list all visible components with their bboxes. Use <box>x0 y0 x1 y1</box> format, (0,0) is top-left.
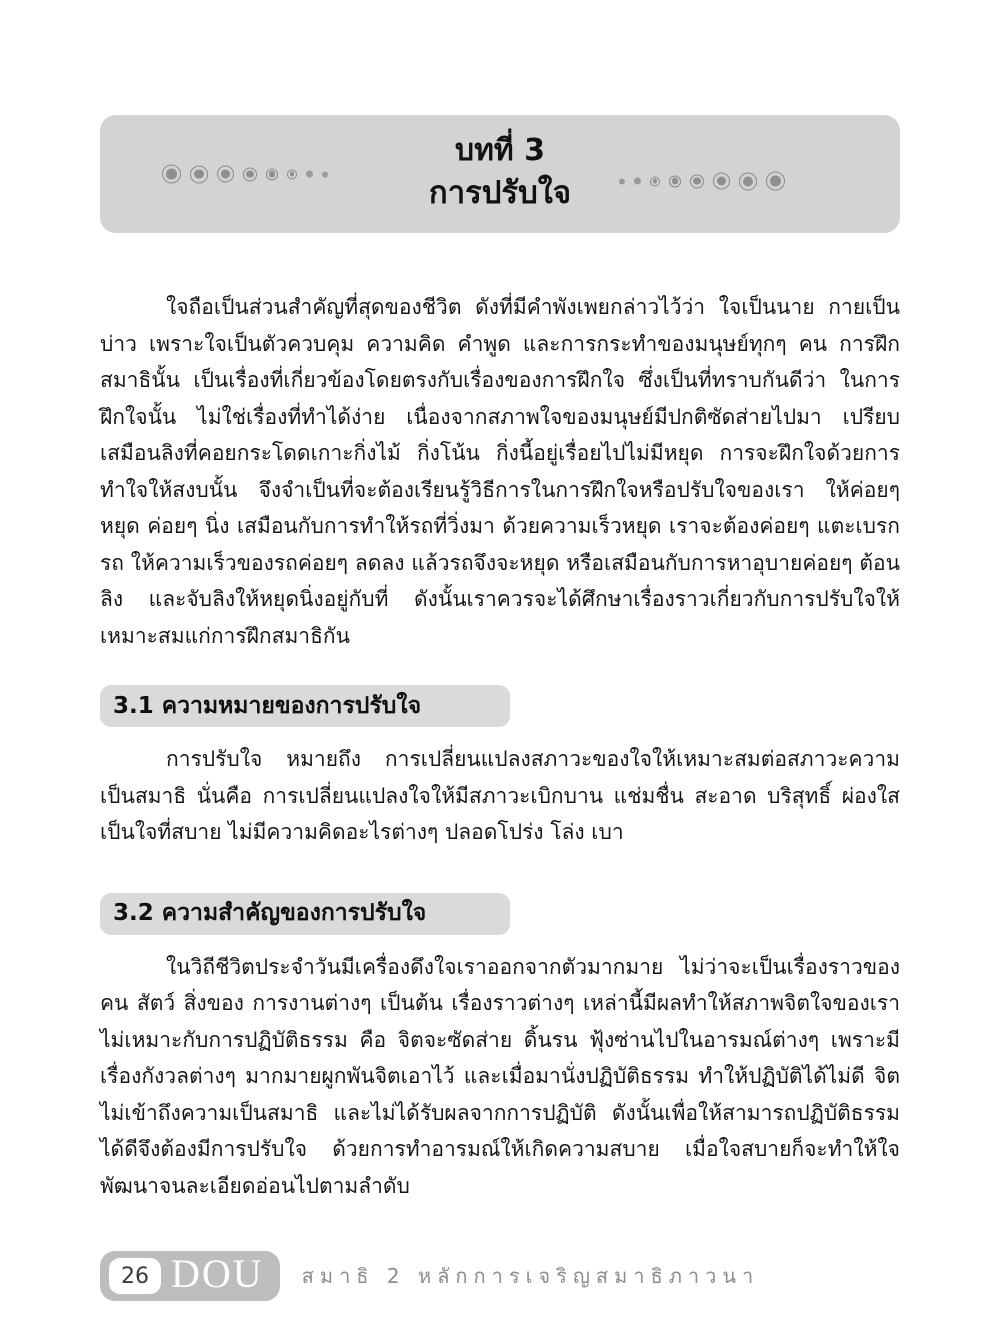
brand-logo: DOU <box>171 1251 264 1296</box>
chapter-banner <box>100 115 900 233</box>
dot-icon <box>739 172 757 190</box>
intro-paragraph: ใจถือเป็นส่วนสำคัญที่สุดของชีวิต ดังที่มีคำพังเพยกล่าวไว้ว่า ใจเป็นนาย กายเป็นบ่าว เพราะใจเป็นตัวควบคุม ความคิด คำพูด และการกระทำของมนุษย์ทุกๆ คน การฝึกสมาธินั้น เป็นเรื่องที่เกี่ยวข้องโดยตรงกับเรื่องของการฝึกใจ ซึ่งเป็นที่ทราบกันดีว่า ในการฝึกใจนั้น ไม่ใช่เรื่องที่ทำได้ง่าย เนื่องจากสภาพใจของมนุษย์มีปกติซัดส่ายไปมา เปรียบเสมือนลิงที่คอยกระโดดเกาะกิ่งไม้ กิ่งโน้น กิ่งนี้อยู่เรื่อยไปไม่มีหยุด การจะฝึกใจด้วยการทำใจให้สงบนั้น จึงจำเป็นที่จะต้องเรียนรู้วิธีการในการฝึกใจหรือปรับใจของเรา ให้ค่อยๆ หยุด ค่อยๆ นิ่ง เสมือนกับการทำให้รถที่วิ่งมา ด้วยความเร็วหยุด เราจะต้องค่อยๆ แตะเบรกรถ ให้ความเร็วของรถค่อยๆ ลดลง แล้วรถจึงจะหยุด หรือเสมือนกับการหาอุบายค่อยๆ ต้อนลิง และจับลิงให้หยุดนิ่งอยู่กับที่ ดังนั้นเราควรจะได้ศึกษาเรื่องราวเกี่ยวกับการปรับใจให้เหมาะสมแก่การฝึกสมาธิกัน <box>100 295 900 648</box>
ornament-dots-right-icon <box>619 172 785 191</box>
section-heading-3-2 <box>100 893 510 935</box>
chapter-title: การปรับใจ <box>428 175 572 211</box>
dot-icon <box>650 176 660 186</box>
ornament-dots-left-icon <box>162 165 328 184</box>
page-number: 26 <box>109 1258 161 1294</box>
dot-icon <box>690 174 704 188</box>
dot-icon <box>287 169 297 179</box>
dot-icon <box>306 171 313 178</box>
chapter-number: บทที่ 3 <box>455 133 545 168</box>
section-3-2-paragraph: ในวิถีชีวิตประจำวันมีเครื่องดึงใจเราออกจากตัวมากมาย ไม่ว่าจะเป็นเรื่องราวของคน สัตว์ สิ่งของ การงานต่างๆ เป็นต้น เรื่องราวต่างๆ เหล่านี้มีผลทำให้สภาพจิตใจของเราไม่เหมาะกับการปฏิบัติธรรม คือ จิตจะซัดส่าย ดิ้นรน ฟุ้งซ่านไปในอารมณ์ต่างๆ เพราะมีเรื่องกังวลต่างๆ มากมายผูกพันจิตเอาไว้ และเมื่อมานั่งปฏิบัติธรรม ทำให้ปฏิบัติได้ไม่ดี จิตไม่เข้าถึงความเป็นสมาธิ และไม่ได้รับผลจากการปฏิบัติ ดังนั้นเพื่อให้สามารถปฏิบัติธรรมได้ดีจึงต้องมีการปรับใจ ด้วยการทำอารมณ์ให้เกิดความสบาย เมื่อใจสบายก็จะทำให้ใจพัฒนาจนละเอียดอ่อนไปตามลำดับ <box>100 954 900 1198</box>
course-title: สมาธิ 2 หลักการเจริญสมาธิภาวนา <box>301 1264 760 1288</box>
footer-badge <box>100 1251 280 1301</box>
dot-icon <box>190 165 208 183</box>
page-footer <box>100 1251 900 1301</box>
dot-icon <box>322 171 328 177</box>
dot-icon <box>162 165 181 184</box>
section-heading-text: 3.1 ความหมายของการปรับใจ <box>113 692 422 719</box>
section-heading-text: 3.2 ความสำคัญของการปรับใจ <box>113 900 427 926</box>
dot-icon <box>266 168 278 180</box>
dot-icon <box>217 166 234 183</box>
dot-icon <box>619 178 625 184</box>
section-3-1-paragraph: การปรับใจ หมายถึง การเปลี่ยนแปลงสภาวะของใจให้เหมาะสมต่อสภาวะความเป็นสมาธิ นั่นคือ การเปลี่ยนแปลงใจให้มีสภาวะเบิกบาน แช่มชื่น สะอาด บริสุทธิ์ ผ่องใส เป็นใจที่สบาย ไม่มีความคิดอะไรต่างๆ ปลอดโปร่ง โล่ง เบา <box>100 747 900 844</box>
section-heading-3-1 <box>100 685 510 727</box>
dot-icon <box>634 178 641 185</box>
dot-icon <box>766 172 785 191</box>
dot-icon <box>713 173 730 190</box>
dot-icon <box>243 167 257 181</box>
dot-icon <box>669 175 681 187</box>
page-content <box>100 233 900 1204</box>
